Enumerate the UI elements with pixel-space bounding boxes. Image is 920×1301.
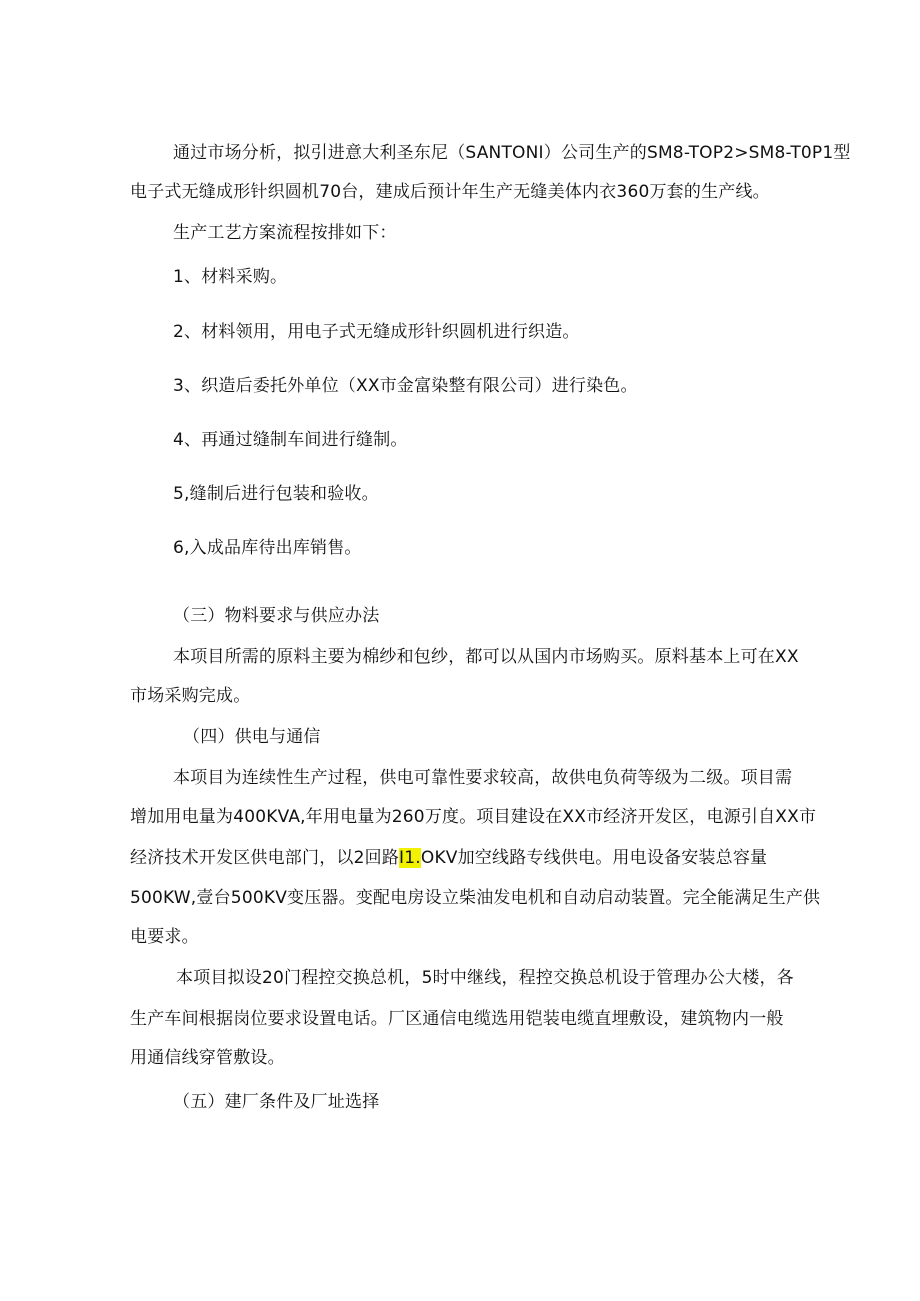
section-heading-4: （四）供电与通信: [183, 727, 321, 747]
paragraph-power-line-5: 电要求。: [130, 927, 199, 947]
paragraph-telecom-line-1: 本项目拟设20门程控交换总机，5时中继线，程控交换总机设于管理办公大楼，各: [176, 968, 794, 988]
process-step-5: 5,缝制后进行包装和验收。: [173, 484, 379, 504]
paragraph-telecom-line-2: 生产车间根据岗位要求设置电话。厂区通信电缆选用铠装电缆直埋敷设，建筑物内一般: [130, 1009, 784, 1029]
paragraph-power-line-4: 500KW,壹台500KV变压器。变配电房设立柴油发电机和自动启动装置。完全能满足生产供: [130, 888, 821, 908]
paragraph-process-intro: 生产工艺方案流程按排如下：: [173, 223, 397, 243]
paragraph-materials-line-1: 本项目所需的原料主要为棉纱和包纱，都可以从国内市场购买。原料基本上可在XX: [173, 647, 799, 667]
paragraph-power-line-1: 本项目为连续性生产过程，供电可靠性要求较高，故供电负荷等级为二级。项目需: [173, 768, 793, 788]
paragraph-materials-line-2: 市场采购完成。: [130, 686, 251, 706]
paragraph-intro-line-1: 通过市场分析，拟引进意大利圣东尼（SANTONI）公司生产的SM8-TOP2>SM8-T0P1型: [173, 143, 851, 163]
process-step-2: 2、材料领用，用电子式无缝成形针织圆机进行织造。: [173, 322, 580, 342]
section-heading-3: （三）物料要求与供应办法: [173, 606, 380, 626]
process-step-1: 1、材料采购。: [173, 267, 288, 287]
process-step-4: 4、再通过缝制车间进行缝制。: [173, 430, 408, 450]
paragraph-power-line-3: [130, 846, 767, 870]
paragraph-intro-line-2: 电子式无缝成形针织圆机70台，建成后预计年生产无缝美体内衣360万套的生产线。: [130, 182, 770, 202]
process-step-3: 3、织造后委托外单位（XX市金富染整有限公司）进行染色。: [173, 376, 638, 396]
paragraph-telecom-line-3: 用通信线穿管敷设。: [130, 1048, 285, 1068]
paragraph-power-line-2: 增加用电量为400KVA,年用电量为260万度。项目建设在XX市经济开发区，电源引自XX市: [130, 807, 817, 827]
power-line-3-end: OKV加空线路专线供电。用电设备安装总容量: [420, 848, 768, 868]
power-line-3-start: 经济技术开发区供电部门，以2回路: [130, 848, 400, 868]
section-heading-5: （五）建厂条件及厂址选择: [173, 1092, 380, 1112]
highlighted-text: I1.: [399, 848, 421, 868]
process-step-6: 6,入成品库待出库销售。: [173, 538, 362, 558]
